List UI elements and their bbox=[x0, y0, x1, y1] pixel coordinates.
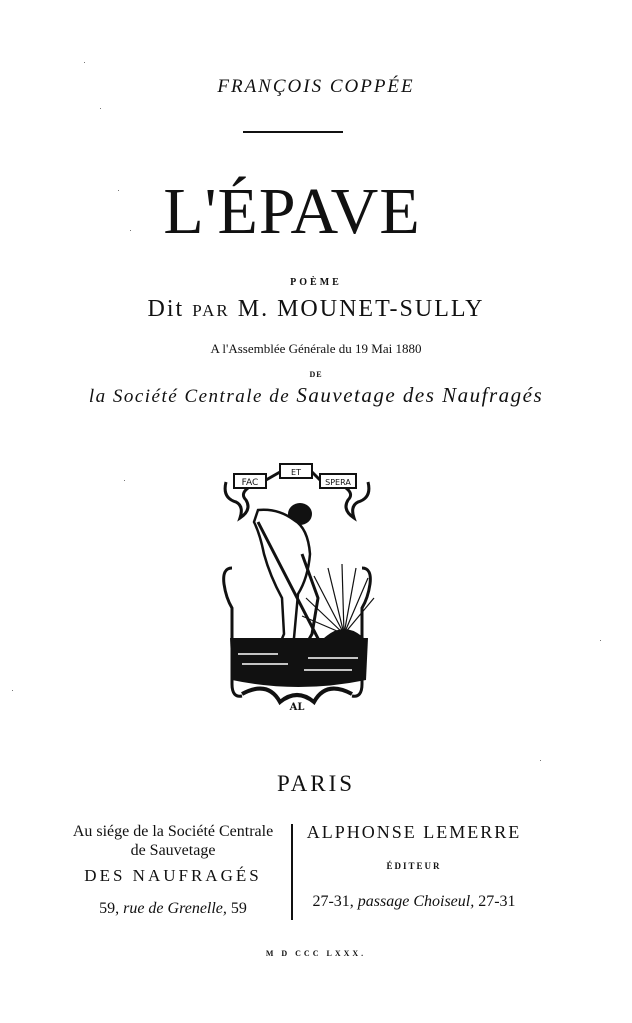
society-part1: la Société Centrale de bbox=[88, 386, 291, 407]
svg-text:AL: AL bbox=[289, 702, 305, 713]
performer-name: M. MOUNET-SULLY bbox=[237, 296, 485, 322]
society-name bbox=[0, 383, 632, 408]
right-address-number: 27-31, bbox=[312, 893, 354, 910]
svg-text:ET: ET bbox=[291, 468, 301, 477]
publication-year: M D CCC LXXX. bbox=[265, 949, 367, 958]
column-divider bbox=[291, 824, 293, 920]
right-publisher-block bbox=[296, 822, 532, 911]
svg-text:SPERA: SPERA bbox=[325, 478, 351, 487]
publisher-role: ÉDITEUR bbox=[386, 861, 442, 871]
left-address-street: rue de Grenelle, bbox=[123, 900, 227, 917]
right-address-street: passage Choiseul, bbox=[357, 893, 475, 910]
occasion-line: A l'Assemblée Générale du 19 Mai 1880 bbox=[210, 341, 422, 356]
par-word: PAR bbox=[192, 301, 230, 320]
book-title: L'ÉPAVE bbox=[163, 175, 421, 248]
left-line2: de Sauvetage bbox=[130, 842, 216, 859]
publisher-name: ALPHONSE LEMERRE bbox=[306, 822, 522, 842]
de-label: DE bbox=[309, 370, 323, 379]
left-line3: DES NAUFRAGÉS bbox=[84, 866, 262, 885]
recited-by-line bbox=[0, 296, 632, 323]
society-part2: Sauvetage des Naufragés bbox=[296, 383, 544, 407]
printers-mark-emblem-icon bbox=[218, 458, 376, 714]
left-address-number: 59, bbox=[99, 900, 120, 917]
author-name: FRANÇOIS COPPÉE bbox=[217, 76, 415, 97]
genre-label: POÈME bbox=[290, 277, 342, 288]
city-label: PARIS bbox=[276, 771, 356, 796]
svg-text:FAC: FAC bbox=[241, 478, 259, 488]
left-line1: Au siége de la Société Centrale bbox=[72, 823, 274, 840]
right-address bbox=[296, 893, 532, 911]
left-address-number-2: 59 bbox=[230, 900, 247, 917]
left-publisher-block bbox=[56, 822, 290, 918]
right-address-number-2: 27-31 bbox=[478, 893, 516, 910]
decorative-rule bbox=[243, 131, 343, 133]
dit-word: Dit bbox=[147, 296, 185, 322]
left-address bbox=[56, 900, 290, 918]
